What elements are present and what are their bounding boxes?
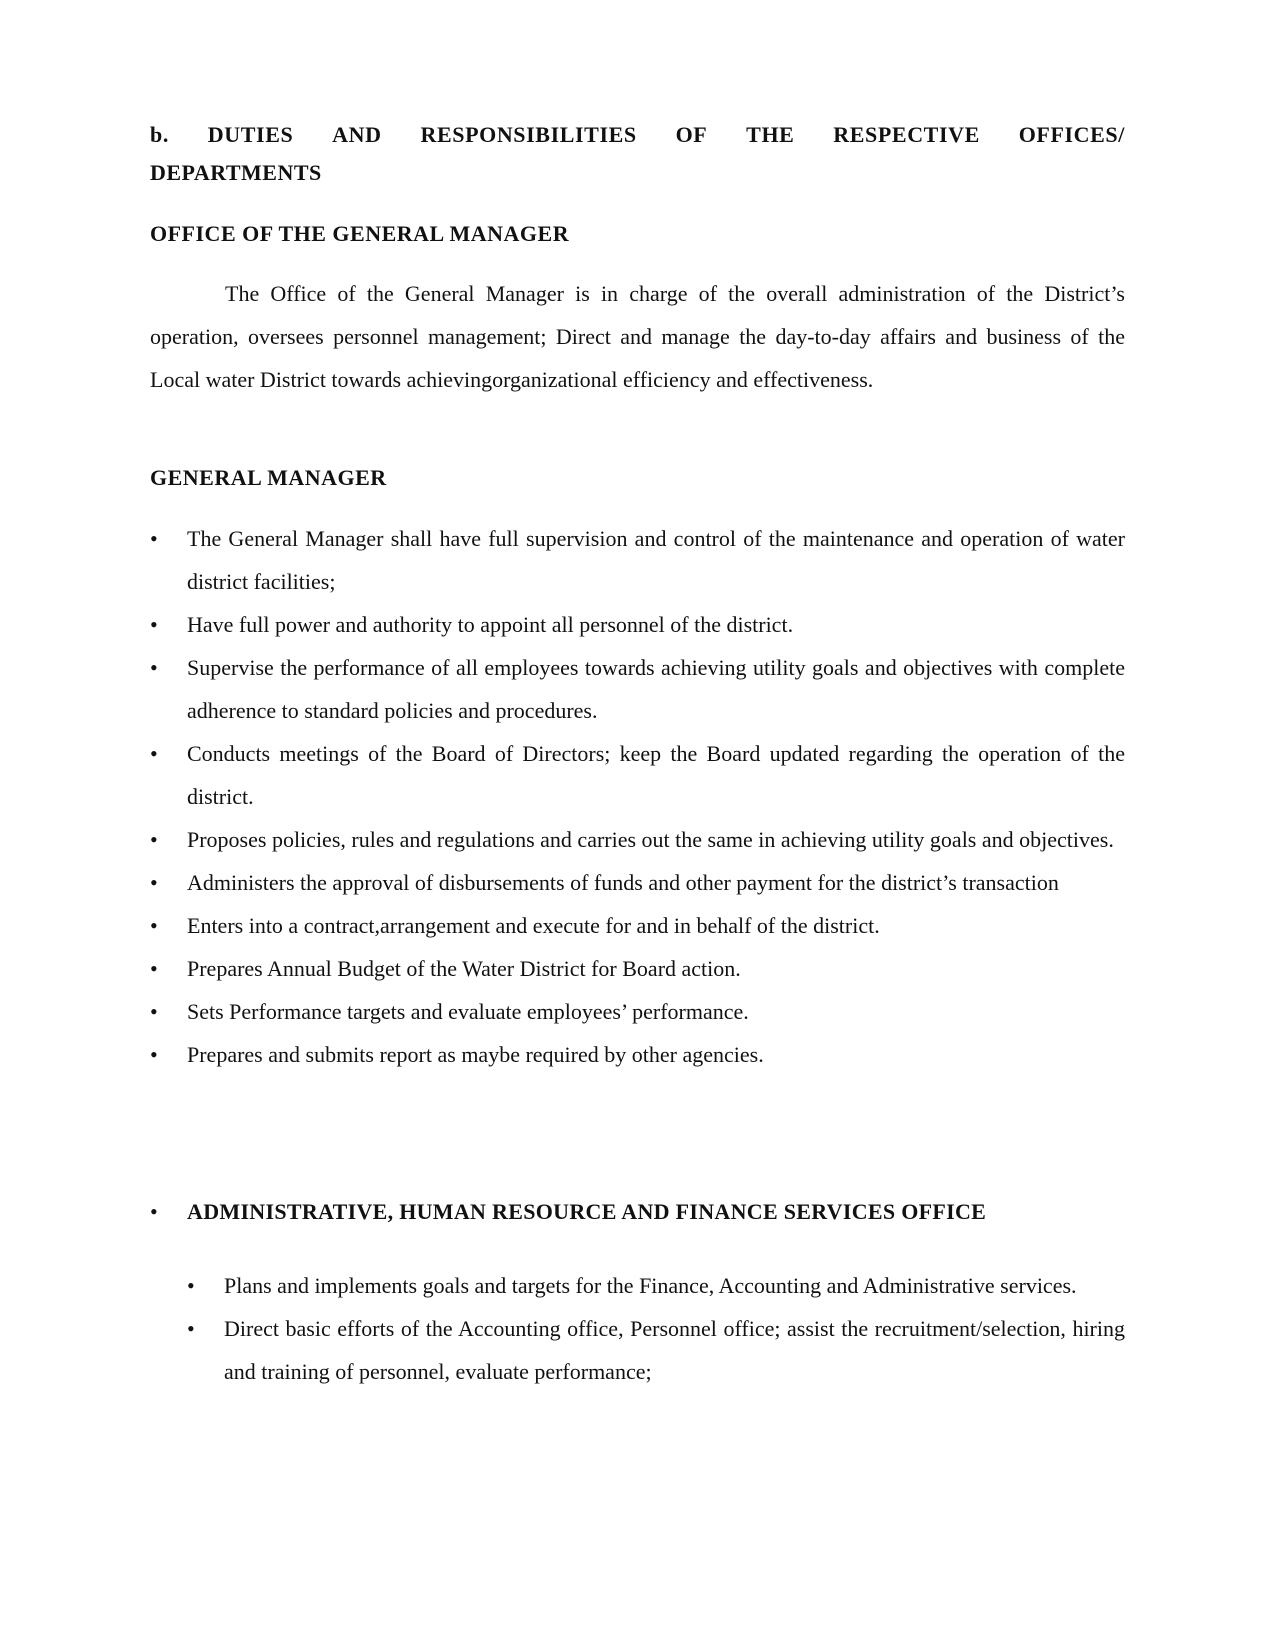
list-item xyxy=(187,1264,1125,1307)
list-item xyxy=(150,904,1125,947)
list-item-text: Supervise the performance of all employees towards achieving utility goals and objectives with complete adherence to standard policies and procedures. xyxy=(187,655,1125,723)
list-item-text: Prepares and submits report as maybe required by other agencies. xyxy=(187,1042,764,1067)
bullet-icon: • xyxy=(150,1199,158,1224)
list-item xyxy=(150,517,1125,603)
bullet-icon: • xyxy=(150,526,158,551)
list-item-text: Enters into a contract,arrangement and execute for and in behalf of the district. xyxy=(187,913,880,938)
section-title-word: RESPECTIVE xyxy=(833,122,980,147)
list-item xyxy=(150,861,1125,904)
section-title-word: OFFICES/ xyxy=(1018,122,1125,147)
general-manager-heading: GENERAL MANAGER xyxy=(150,465,387,490)
list-item xyxy=(150,818,1125,861)
list-item xyxy=(187,1307,1125,1393)
bullet-icon: • xyxy=(187,1273,195,1298)
list-item xyxy=(150,732,1125,818)
list-item xyxy=(150,990,1125,1033)
list-item-text: Direct basic efforts of the Accounting office, Personnel office; assist the recruitment/selection, hiring and training of personnel, evaluate performance; xyxy=(224,1316,1125,1384)
list-item-text: Plans and implements goals and targets for the Finance, Accounting and Administrative services. xyxy=(224,1273,1077,1298)
bullet-icon: • xyxy=(150,655,158,680)
list-item-text: Sets Performance targets and evaluate employees’ performance. xyxy=(187,999,749,1024)
section-title-word: RESPONSIBILITIES xyxy=(420,122,637,147)
bullet-icon: • xyxy=(150,956,158,981)
list-item xyxy=(150,603,1125,646)
list-item-text: Prepares Annual Budget of the Water District for Board action. xyxy=(187,956,741,981)
list-item-text: Administers the approval of disbursements of funds and other payment for the district’s transaction xyxy=(187,870,1059,895)
bullet-icon: • xyxy=(150,913,158,938)
section-title-continuation: DEPARTMENTS xyxy=(150,160,322,185)
section-title-word: THE xyxy=(746,122,795,147)
admin-office-heading: ADMINISTRATIVE, HUMAN RESOURCE AND FINANCE SERVICES OFFICE xyxy=(187,1199,987,1224)
list-item-text: Proposes policies, rules and regulations and carries out the same in achieving utility goals and objectives. xyxy=(187,827,1114,852)
section-title-word: OF xyxy=(675,122,708,147)
list-item xyxy=(150,1033,1125,1076)
admin-office-heading-list xyxy=(150,1190,1125,1233)
bullet-icon: • xyxy=(150,612,158,637)
section-title-word: DUTIES xyxy=(207,122,294,147)
section-title-word: AND xyxy=(332,122,382,147)
list-item-text: The General Manager shall have full supervision and control of the maintenance and operation of water district facilities; xyxy=(187,526,1125,594)
list-item xyxy=(150,947,1125,990)
bullet-icon: • xyxy=(150,741,158,766)
list-item-text: Have full power and authority to appoint all personnel of the district. xyxy=(187,612,794,637)
bullet-icon: • xyxy=(150,1042,158,1067)
gm-office-paragraph: The Office of the General Manager is in charge of the overall administration of the District’s operation, oversees personnel management; Direct and manage the day-to-day affairs and business of the Local water District towards achievingorganizational efficiency and effectiveness. xyxy=(150,281,1125,392)
bullet-icon: • xyxy=(150,827,158,852)
bullet-icon: • xyxy=(187,1316,195,1341)
bullet-icon: • xyxy=(150,999,158,1024)
list-item-text: Conducts meetings of the Board of Directors; keep the Board updated regarding the operation of the district. xyxy=(187,741,1125,809)
general-manager-duties-list xyxy=(150,517,1125,1076)
section-title xyxy=(150,122,1125,148)
bullet-icon: • xyxy=(150,870,158,895)
list-item xyxy=(150,1190,1125,1233)
gm-office-heading: OFFICE OF THE GENERAL MANAGER xyxy=(150,221,570,246)
section-label: b. xyxy=(150,122,169,147)
admin-office-duties-list xyxy=(187,1264,1125,1393)
list-item xyxy=(150,646,1125,732)
